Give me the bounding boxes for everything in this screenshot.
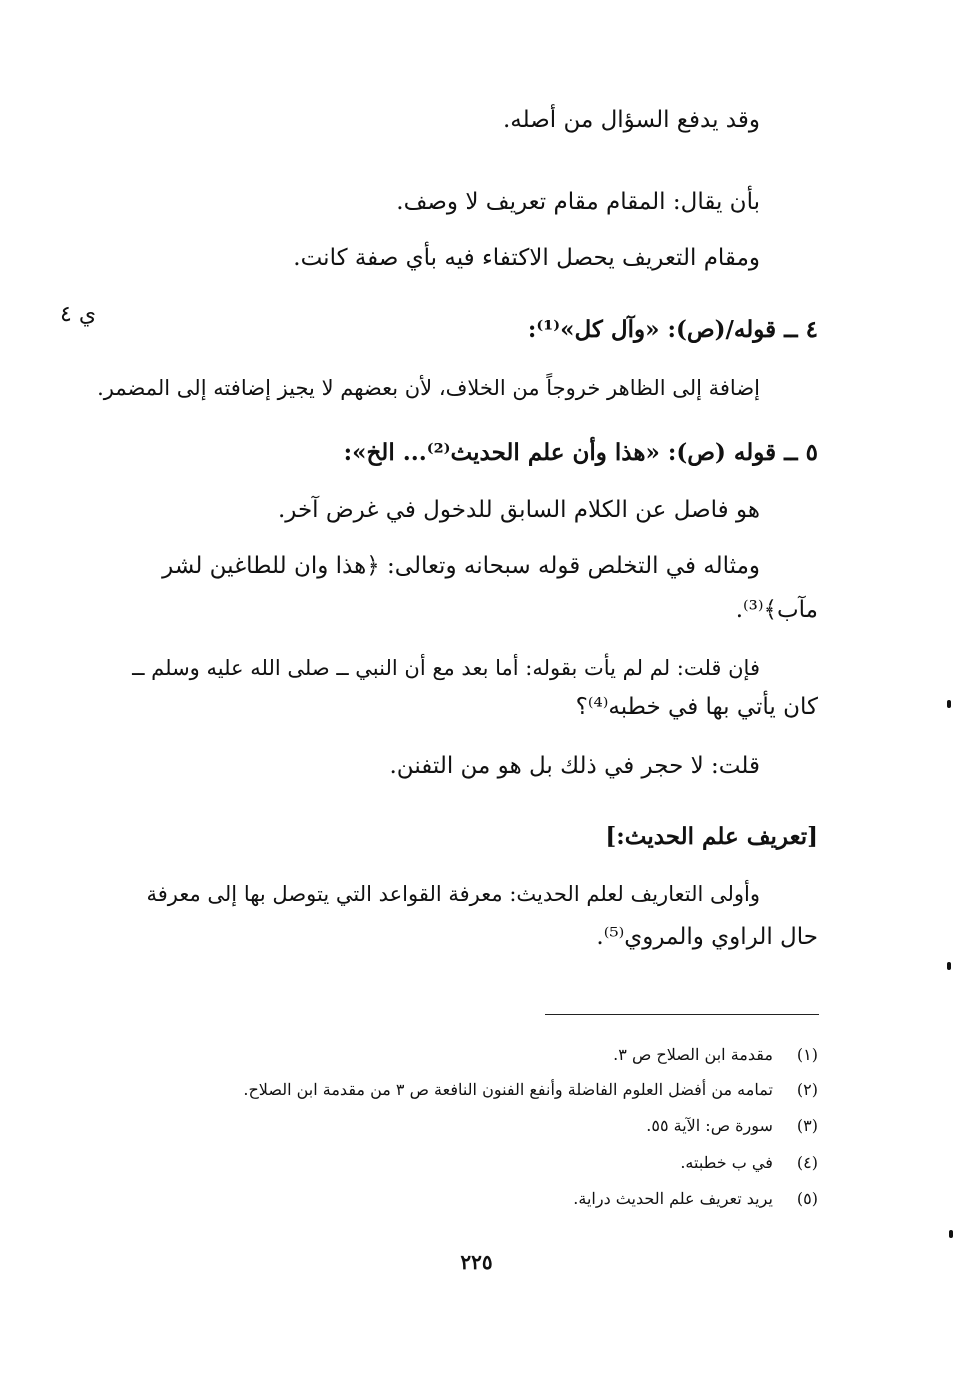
- footnote-number: (٢): [796, 1080, 818, 1099]
- text-line-15: حال الراوي والمروي⁽⁵⁾.: [596, 924, 818, 950]
- footnote-number: (٣): [796, 1116, 818, 1135]
- scan-speck: [949, 1230, 953, 1238]
- footnote-text: تمامه من أفضل العلوم الفاضلة وأنفع الفنون النافعة ص ٣ من مقدمة ابن الصلاح.: [243, 1080, 773, 1099]
- scan-speck: [947, 700, 951, 708]
- text-line-9: مآب﴾⁽³⁾.: [735, 597, 818, 623]
- text-line-1: وقد يدفع السؤال من أصله.: [502, 107, 760, 133]
- heading-item-4: ٤ ــ قوله/(ص): «وآل كل»⁽¹⁾:: [527, 316, 818, 343]
- footnote-2: [243, 1078, 818, 1102]
- footnote-3: [646, 1114, 818, 1138]
- scan-speck: [947, 962, 951, 970]
- text-line-8: ومثاله في التخلص قوله سبحانه وتعالى: ﴿هذا وان للطاغين لشر: [162, 553, 760, 579]
- text-line-2: بأن يقال: المقام مقام تعريف لا وصف.: [396, 189, 760, 215]
- text-line-10: فإن قلت: لم لم يأت بقوله: أما بعد مع أن النبي ــ صلى الله عليه وسلم ــ: [132, 656, 760, 680]
- footnote-text: يريد تعريف علم الحديث دراية.: [573, 1189, 773, 1208]
- footnote-5: [573, 1187, 818, 1211]
- text-line-7: هو فاصل عن الكلام السابق للدخول في غرض آخر.: [277, 497, 760, 523]
- text-line-11: كان يأتي بها في خطبه⁽⁴⁾؟: [575, 694, 818, 720]
- footnote-1: [613, 1043, 818, 1067]
- footnote-number: (٥): [796, 1189, 818, 1208]
- footnote-divider: [545, 1014, 819, 1015]
- section-heading: [تعريف علم الحديث:]: [605, 823, 818, 850]
- footnote-text: مقدمة ابن الصلاح ص ٣.: [613, 1045, 773, 1064]
- heading-item-5: ٥ ــ قوله (ص): «هذا وأن علم الحديث⁽²⁾... الخ»:: [343, 439, 818, 466]
- margin-note: ي ٤: [60, 302, 97, 327]
- footnote-text: سورة ص: الآية ٥٥.: [646, 1116, 773, 1135]
- footnote-number: (١): [796, 1045, 818, 1064]
- page-number: ٢٢٥: [460, 1250, 493, 1274]
- text-line-12: قلت: لا حجر في ذلك بل هو من التفنن.: [389, 753, 760, 779]
- text-line-14: وأولى التعاريف لعلم الحديث: معرفة القواعد التي يتوصل بها إلى معرفة: [146, 882, 760, 906]
- footnote-text: في ب خطبته.: [680, 1153, 773, 1172]
- footnote-number: (٤): [796, 1153, 818, 1172]
- text-line-5: إضافة إلى الظاهر خروجاً من الخلاف، لأن بعضهم لا يجيز إضافته إلى المضمر.: [97, 376, 760, 400]
- footnote-4: [680, 1151, 818, 1175]
- text-line-3: ومقام التعريف يحصل الاكتفاء فيه بأي صفة كانت.: [293, 245, 760, 271]
